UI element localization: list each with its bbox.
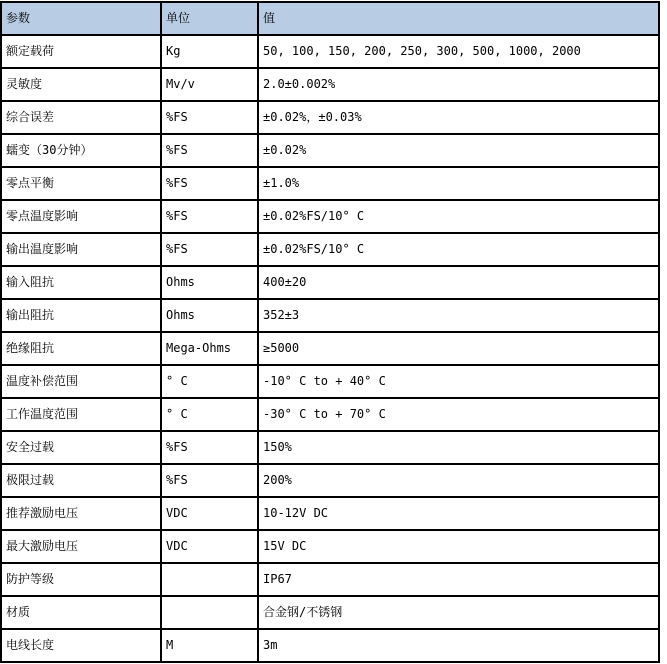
header-cell-value: 值 xyxy=(258,2,659,35)
unit-cell: %FS xyxy=(161,431,258,464)
table-row xyxy=(1,299,659,332)
value-cell: ±0.02%FS/10° C xyxy=(258,233,659,266)
table-row xyxy=(1,365,659,398)
value-cell: 15V DC xyxy=(258,530,659,563)
unit-cell: %FS xyxy=(161,101,258,134)
table-row xyxy=(1,332,659,365)
unit-cell: Ohms xyxy=(161,266,258,299)
value-cell: ±0.02% xyxy=(258,134,659,167)
table-row xyxy=(1,200,659,233)
param-cell: 额定载荷 xyxy=(1,35,161,68)
unit-cell: Kg xyxy=(161,35,258,68)
param-cell: 推荐激励电压 xyxy=(1,497,161,530)
param-cell: 灵敏度 xyxy=(1,68,161,101)
param-cell: 蠕变（30分钟） xyxy=(1,134,161,167)
value-cell: 400±20 xyxy=(258,266,659,299)
table-row xyxy=(1,233,659,266)
table-row xyxy=(1,464,659,497)
table-row xyxy=(1,596,659,629)
table-row xyxy=(1,101,659,134)
value-cell: ±0.02%，±0.03% xyxy=(258,101,659,134)
table-row xyxy=(1,167,659,200)
unit-cell: %FS xyxy=(161,167,258,200)
unit-cell: VDC xyxy=(161,530,258,563)
unit-cell: M xyxy=(161,629,258,662)
value-cell: ±0.02%FS/10° C xyxy=(258,200,659,233)
param-cell: 电线长度 xyxy=(1,629,161,662)
param-cell: 绝缘阻抗 xyxy=(1,332,161,365)
unit-cell: ° C xyxy=(161,365,258,398)
param-cell: 安全过载 xyxy=(1,431,161,464)
param-cell: 零点温度影响 xyxy=(1,200,161,233)
unit-cell: %FS xyxy=(161,233,258,266)
param-cell: 最大激励电压 xyxy=(1,530,161,563)
table-row xyxy=(1,266,659,299)
header-cell-param: 参数 xyxy=(1,2,161,35)
unit-cell xyxy=(161,596,258,629)
param-cell: 温度补偿范围 xyxy=(1,365,161,398)
table-row xyxy=(1,68,659,101)
param-cell: 输出阻抗 xyxy=(1,299,161,332)
value-cell: 10-12V DC xyxy=(258,497,659,530)
value-cell: IP67 xyxy=(258,563,659,596)
param-cell: 输入阻抗 xyxy=(1,266,161,299)
table-row xyxy=(1,398,659,431)
param-cell: 极限过载 xyxy=(1,464,161,497)
header-cell-unit: 单位 xyxy=(161,2,258,35)
param-cell: 零点平衡 xyxy=(1,167,161,200)
value-cell: ±1.0% xyxy=(258,167,659,200)
unit-cell: %FS xyxy=(161,464,258,497)
table-row xyxy=(1,35,659,68)
value-cell: 200% xyxy=(258,464,659,497)
unit-cell: Ohms xyxy=(161,299,258,332)
table-row xyxy=(1,431,659,464)
value-cell: ≥5000 xyxy=(258,332,659,365)
value-cell: 150% xyxy=(258,431,659,464)
table-row xyxy=(1,497,659,530)
param-cell: 材质 xyxy=(1,596,161,629)
param-cell: 综合误差 xyxy=(1,101,161,134)
table-row xyxy=(1,629,659,662)
table-row xyxy=(1,134,659,167)
value-cell: 合金钢/不锈钢 xyxy=(258,596,659,629)
param-cell: 防护等级 xyxy=(1,563,161,596)
param-cell: 工作温度范围 xyxy=(1,398,161,431)
value-cell: -10° C to + 40° C xyxy=(258,365,659,398)
unit-cell: Mv/v xyxy=(161,68,258,101)
unit-cell: VDC xyxy=(161,497,258,530)
header-row xyxy=(1,2,659,35)
value-cell: -30° C to + 70° C xyxy=(258,398,659,431)
unit-cell: %FS xyxy=(161,200,258,233)
unit-cell: Mega-Ohms xyxy=(161,332,258,365)
unit-cell xyxy=(161,563,258,596)
value-cell: 2.0±0.002% xyxy=(258,68,659,101)
unit-cell: %FS xyxy=(161,134,258,167)
unit-cell: ° C xyxy=(161,398,258,431)
table-body xyxy=(1,35,659,662)
value-cell: 50, 100, 150, 200, 250, 300, 500, 1000, 2000 xyxy=(258,35,659,68)
value-cell: 3m xyxy=(258,629,659,662)
table-row xyxy=(1,530,659,563)
spec-table xyxy=(0,1,660,663)
param-cell: 输出温度影响 xyxy=(1,233,161,266)
table-row xyxy=(1,563,659,596)
value-cell: 352±3 xyxy=(258,299,659,332)
